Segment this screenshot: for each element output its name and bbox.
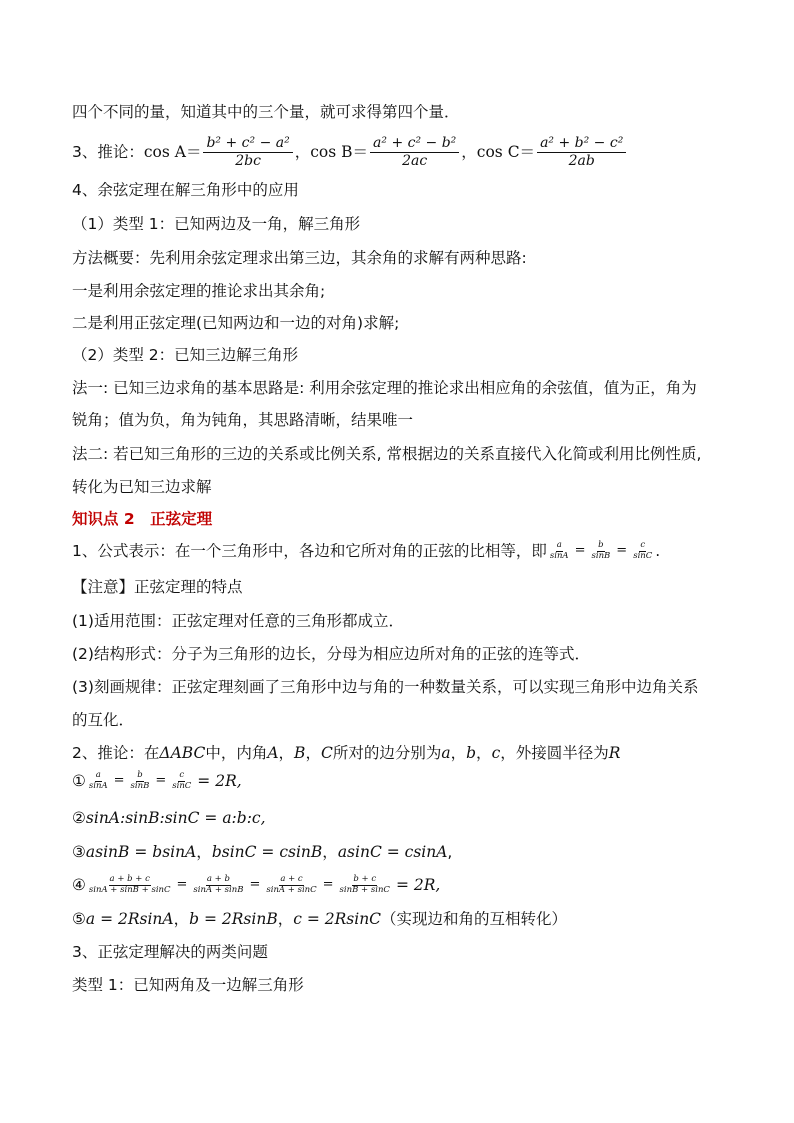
corollary-3: ③asinB = bsinA，bsinC = csinB，asinC = csinA, [72, 843, 453, 861]
text-line: 转化为已知三边求解 [72, 478, 212, 496]
fraction-sum-bc: $\frac{b + c}{\sin B + \sin C}$ [339, 873, 390, 895]
text-line: 四个不同的量，知道其中的三个量，就可求得第四个量． [72, 103, 460, 121]
text-line: 法二: 若已知三角形的三边的关系或比例关系, 常根据边的关系直接代入化简或利用比例性质, [72, 445, 702, 463]
corollary-5: ⑤a = 2RsinA，b = 2RsinB，c = 2RsinC（实现边和角的互相转化） [72, 910, 568, 928]
cos-c-label: cos C＝ [476, 143, 536, 161]
text-line: (2)结构形式：分子为三角形的边长，分母为相应边所对角的正弦的连等式． [72, 645, 590, 663]
text-line: （1）类型 1：已知两边及一角，解三角形 [72, 215, 361, 233]
fraction-sum-ac: $\frac{a + c}{\sin A + \sin C}$ [266, 873, 317, 895]
fraction-sum-ab: $\frac{a + b}{\sin A + \sin B}$ [193, 873, 244, 895]
text-line: 法一: 已知三边求角的基本思路是: 利用余弦定理的推论求出相应角的余弦值，值为正，角为 [72, 379, 697, 397]
text-line: 4、余弦定理在解三角形中的应用 [72, 181, 299, 199]
text-line: (1)适用范围：正弦定理对任意的三角形都成立． [72, 612, 404, 630]
text-line: 二是利用正弦定理(已知两边和一边的对角)求解; [72, 314, 400, 332]
cos-c-fraction: $\frac{\text{a² + b² − c²}}{2ab}$ [537, 135, 626, 168]
fraction-a-over-sinA: $\frac{a}{\sin A}$ [88, 769, 108, 791]
fraction-c-over-sinC: $\frac{c}{\sin C}$ [633, 539, 653, 561]
fraction-sum-abc: $\frac{a + b + c}{\sin A + \sin B + \sin C}$ [88, 873, 171, 895]
text-line: 的互化． [72, 711, 135, 729]
sine-corollary-intro: 2、推论：在ΔABC中，内角A，B，C所对的边分别为a，b，c，外接圆半径为R [72, 744, 621, 762]
fraction-b-over-sinB: $\frac{b}{\sin B}$ [130, 769, 150, 791]
text-line: 锐角；值为负，角为钝角，其思路清晰，结果唯一 [72, 411, 414, 429]
cos-b-label: cos B＝ [310, 143, 369, 161]
text-line: （2）类型 2：已知三边解三角形 [72, 346, 299, 364]
cosine-corollary-line: 3、推论： cos A＝ $\frac{\text{b² + c² − a²}}{2bc}$ ， cos B＝ $\frac{\text{a² + c² − b²}}{2ac}$ ， cos C＝ $\frac{\text{a² + b² − c²}}{2ab}$ [72, 132, 628, 172]
fraction-b-over-sinB: $\frac{b}{\sin B}$ [591, 539, 611, 561]
corollary-4: ④ $\frac{a + b + c}{\sin A + \sin B + \sin C}$ = $\frac{a + b}{\sin A + \sin B}$ = $\frac{a + c}{\sin A + \sin C}$ = $\frac{b + c}{\sin B + \sin C}$ = 2R, [72, 873, 441, 895]
corollary-2: ②sinA:sinB:sinC = a:b:c, [72, 809, 266, 827]
text-line: 【注意】正弦定理的特点 [72, 578, 243, 596]
text-line: (3)刻画规律：正弦定理刻画了三角形中边与角的一种数量关系，可以实现三角形中边角关系 [72, 678, 699, 696]
text-line: 3、正弦定理解决的两类问题 [72, 943, 268, 961]
corollary-1: ① $\frac{a}{\sin A}$ = $\frac{b}{\sin B}$ = $\frac{c}{\sin C}$ = 2R, [72, 769, 242, 791]
section-heading: 知识点 2 正弦定理 [72, 510, 213, 528]
fraction-a-over-sinA: $\frac{a}{\sin A}$ [549, 539, 569, 561]
cos-a-label: cos A＝ [143, 143, 202, 161]
text-line: 方法概要：先利用余弦定理求出第三边，其余角的求解有两种思路: [72, 249, 527, 267]
cos-a-fraction: $\frac{\text{b² + c² − a²}}{2bc}$ [203, 135, 292, 168]
text-line: 类型 1：已知两角及一边解三角形 [72, 976, 304, 994]
text-line: 一是利用余弦定理的推论求出其余角; [72, 282, 326, 300]
fraction-c-over-sinC: $\frac{c}{\sin C}$ [172, 769, 192, 791]
cos-b-fraction: $\frac{\text{a² + c² − b²}}{2ac}$ [370, 135, 459, 168]
item-prefix: 3、推论： [72, 143, 144, 161]
sine-law-formula-line: 1、公式表示：在一个三角形中，各边和它所对角的正弦的比相等，即 $\frac{a}{\sin A}$ = $\frac{b}{\sin B}$ = $\frac{c}{\sin C}$ . [72, 539, 661, 561]
